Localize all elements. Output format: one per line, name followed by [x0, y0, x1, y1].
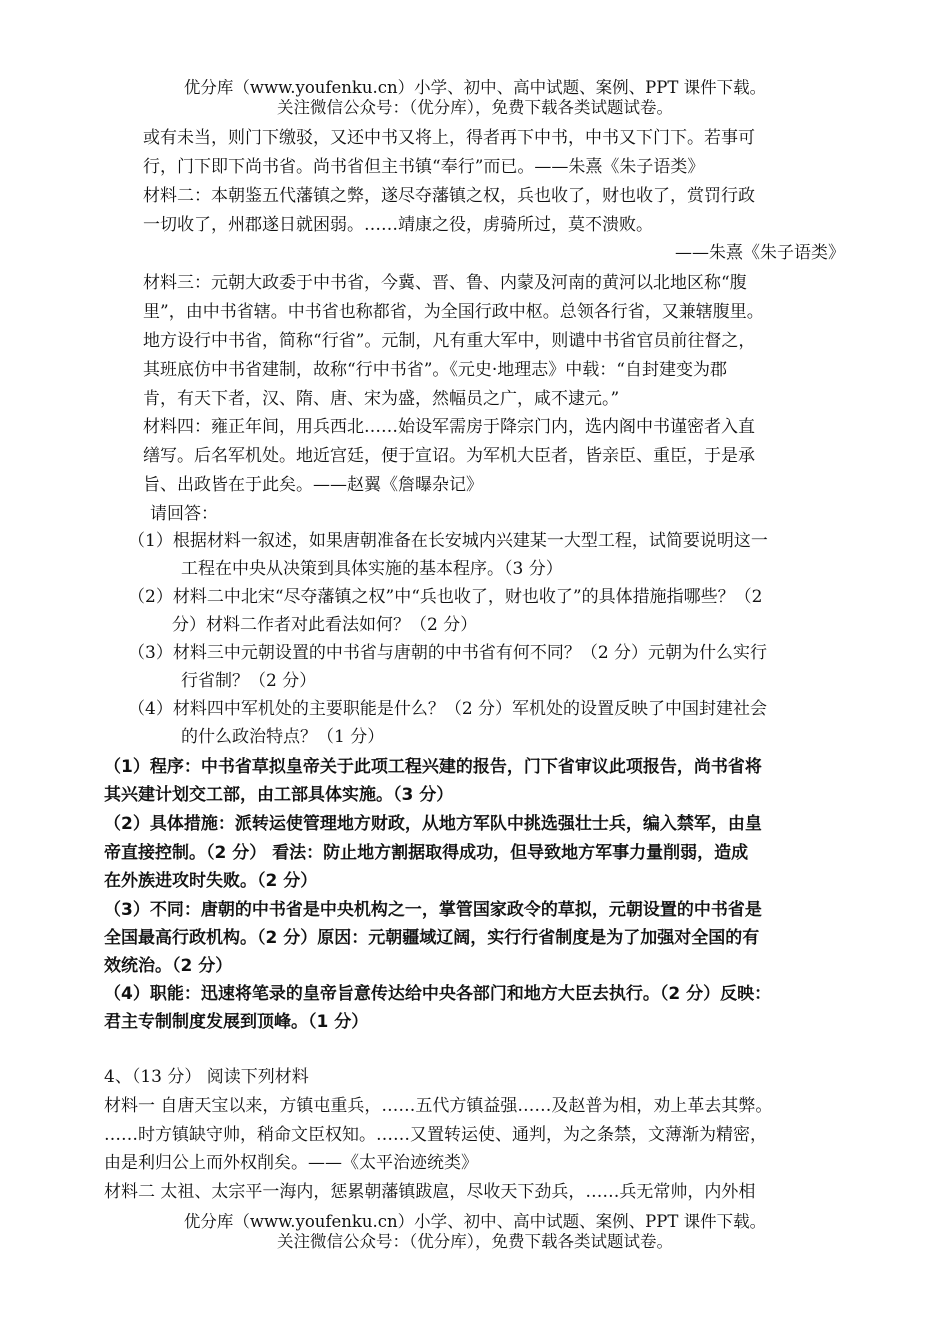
question-1-cont: 工程在中央从决策到具体实施的基本程序。（3 分）	[181, 559, 563, 579]
question-3: （3）材料三中元朝设置的中书省与唐朝的中书省有何不同？（2 分）元朝为什么实行	[128, 643, 768, 663]
answer-2-cont: 在外族进攻时失败。（2 分）	[104, 871, 318, 891]
question-2-cont: 分）材料二作者对此看法如何？（2 分）	[172, 615, 478, 635]
material-1-line: 材料一 自唐天宝以来，方镇屯重兵，……五代方镇益强……及赵普为相，劝上革去其弊。	[104, 1096, 773, 1116]
material-1-line: ……时方镇缺守帅，稍命文臣权知。……又置转运使、通判，为之条禁，文薄渐为精密，	[104, 1125, 767, 1145]
header-line-2: 关注微信公众号：（优分库），免费下载各类试题试卷。	[277, 98, 673, 117]
answer-2: （2）具体措施：派转运使管理地方财政，从地方军队中挑选强壮士兵，编入禁军，由皇	[104, 814, 762, 834]
material-2-line: 材料二 太祖、太宗平一海内，惩累朝藩镇跋扈，尽收天下劲兵，……兵无常帅，内外相	[104, 1182, 756, 1202]
text-line: 材料四：雍正年间，用兵西北……始设军需房于降宗门内，选内阁中书谨密者入直	[143, 417, 755, 437]
text-line: 缮写。后名军机处。地近宫廷，便于宣诏。为军机大臣者，皆亲臣、重臣，于是承	[143, 446, 755, 466]
text-line: 旨、出政皆在于此矣。——赵翼《詹曝杂记》	[143, 475, 483, 495]
answer-prompt: 请回答：	[150, 504, 218, 524]
text-line: 一切收了，州郡遂日就困弱。……靖康之役，虏骑所过，莫不溃败。	[143, 215, 653, 235]
text-line: 材料三：元朝大政委于中书省，今冀、晋、鲁、内蒙及河南的黄河以北地区称“腹	[143, 273, 747, 293]
text-line: 地方设行中书省，简称“行省”。元制，凡有重大军中，则谴中书省官员前往督之，	[143, 331, 756, 351]
question-4: （4）材料四中军机处的主要职能是什么？（2 分）军机处的设置反映了中国封建社会	[128, 699, 768, 719]
footer-line-1: 优分库（www.youfenku.cn）小学、初中、高中试题、案例、PPT 课件下载。	[183, 1212, 767, 1231]
text-line: 材料二：本朝鉴五代藩镇之弊，遂尽夺藩镇之权，兵也收了，财也收了，赏罚行政	[143, 186, 755, 206]
footer-line-2: 关注微信公众号：（优分库），免费下载各类试题试卷。	[277, 1232, 673, 1251]
answer-4: （4）职能：迅速将笔录的皇帝旨意传达给中央各部门和地方大臣去执行。（2 分）反映：	[104, 984, 772, 1004]
answer-2-cont: 帝直接控制。（2 分） 看法：防止地方割据取得成功，但导致地方军事力量削弱，造成	[104, 843, 749, 863]
answer-3: （3）不同：唐朝的中书省是中央机构之一，掌管国家政令的草拟，元朝设置的中书省是	[104, 900, 762, 920]
question-2: （2）材料二中北宋“尽夺藩镇之权”中“兵也收了，财也收了”的具体措施指哪些？（2	[128, 587, 763, 607]
question-3-cont: 行省制？（2 分）	[181, 671, 317, 691]
answer-3-cont: 效统治。（2 分）	[104, 956, 233, 976]
text-line: 肯，有天下者，汉、隋、唐、宋为盛，然幅员之广，咸不逮元。”	[143, 389, 620, 409]
text-line: 行，门下即下尚书省。尚书省但主书镇“奉行”而已。——朱熹《朱子语类》	[143, 157, 705, 177]
section-title: 4、（13 分） 阅读下列材料	[104, 1067, 309, 1087]
question-4-cont: 的什么政治特点？（1 分）	[181, 727, 385, 747]
source-citation: ——朱熹《朱子语类》	[675, 243, 845, 263]
answer-1: （1）程序：中书省草拟皇帝关于此项工程兴建的报告，门下省审议此项报告，尚书省将	[104, 757, 762, 777]
answer-3-cont: 全国最高行政机构。（2 分）原因：元朝疆域辽阔，实行行省制度是为了加强对全国的有	[104, 928, 760, 948]
text-line: 里”，由中书省辖。中书省也称都省，为全国行政中枢。总领各行省，又兼辖腹里。	[143, 302, 764, 322]
answer-1-cont: 其兴建计划交工部，由工部具体实施。（3 分）	[104, 785, 454, 805]
answer-4-cont: 君主专制制度发展到顶峰。（1 分）	[104, 1012, 369, 1032]
question-1: （1）根据材料一叙述，如果唐朝准备在长安城内兴建某一大型工程，试简要说明这一	[128, 531, 768, 551]
material-1-line: 由是利归公上而外权削矣。——《太平治迹统类》	[104, 1153, 478, 1173]
header-line-1: 优分库（www.youfenku.cn）小学、初中、高中试题、案例、PPT 课件下载。	[183, 78, 767, 97]
text-line: 或有未当，则门下缴驳，又还中书又将上，得者再下中书，中书又下门下。若事可	[143, 128, 755, 148]
text-line: 其班底仿中书省建制，故称“行中书省”。《元史·地理志》中载：“自封建变为郡	[143, 360, 727, 380]
